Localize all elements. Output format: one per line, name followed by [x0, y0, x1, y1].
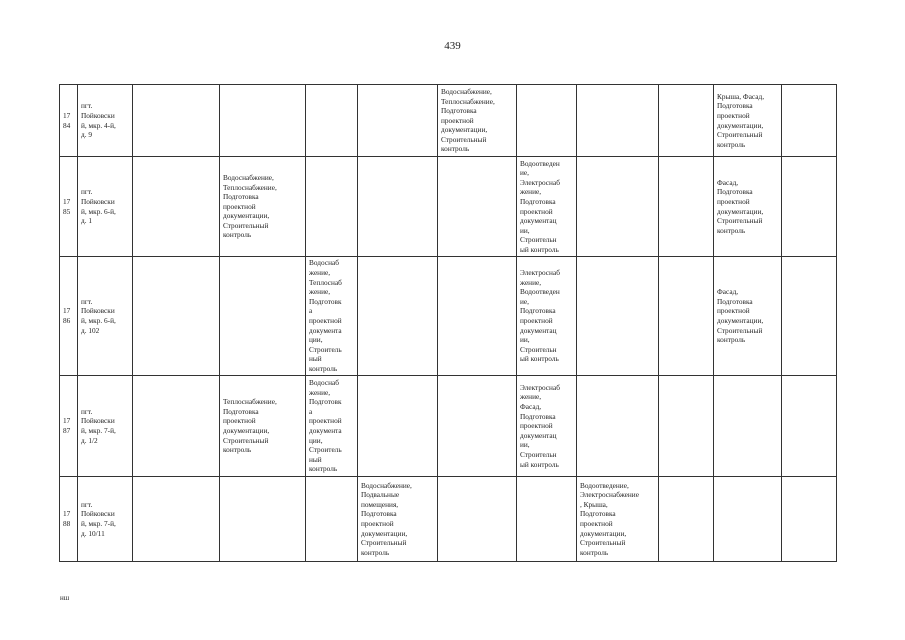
- table-row: [60, 157, 837, 257]
- row-number-cell: 17 87: [60, 376, 78, 477]
- work-cell: [659, 157, 714, 257]
- work-cell: [220, 85, 306, 157]
- work-cell: [577, 376, 659, 477]
- work-cell: [714, 376, 782, 477]
- work-cell: [438, 376, 517, 477]
- work-cell: [133, 257, 220, 376]
- work-cell: Электроснаб жение, Фасад, Подготовка проектной документац ии, Строительн ый контроль: [517, 376, 577, 477]
- work-cell: [220, 477, 306, 562]
- work-cell: Водоснаб жение, Подготовк а проектной документа ции, Строитель ный контроль: [306, 376, 358, 477]
- work-cell: [133, 85, 220, 157]
- work-cell: [306, 85, 358, 157]
- table-row: [60, 257, 837, 376]
- work-cell: [782, 85, 837, 157]
- work-cell: [306, 157, 358, 257]
- address-cell: пгт. Пойковски й, мкр. 4-й, д. 9: [78, 85, 133, 157]
- work-cell: Теплоснабжение, Подготовка проектной документации, Строительный контроль: [220, 376, 306, 477]
- work-cell: Водоотведен ие, Электроснаб жение, Подготовка проектной документац ии, Строительн ый контроль: [517, 157, 577, 257]
- work-cell: Крыша, Фасад, Подготовка проектной документации, Строительный контроль: [714, 85, 782, 157]
- work-cell: Водоснабжение, Теплоснабжение, Подготовка проектной документации, Строительный контроль: [438, 85, 517, 157]
- work-cell: Водоотведение, Электроснабжение , Крыша, Подготовка проектной документации, Строительный контроль: [577, 477, 659, 562]
- row-number-cell: 17 85: [60, 157, 78, 257]
- work-cell: [133, 157, 220, 257]
- work-cell: [438, 157, 517, 257]
- work-cell: [358, 85, 438, 157]
- work-cell: [133, 477, 220, 562]
- work-cell: [577, 257, 659, 376]
- address-cell: пгт. Пойковски й, мкр. 7-й, д. 10/11: [78, 477, 133, 562]
- work-cell: Водоснабжение, Теплоснабжение, Подготовка проектной документации, Строительный контроль: [220, 157, 306, 257]
- work-cell: [577, 85, 659, 157]
- work-cell: [659, 376, 714, 477]
- work-cell: [517, 85, 577, 157]
- row-number-cell: 17 88: [60, 477, 78, 562]
- work-cell: [358, 257, 438, 376]
- work-cell: Фасад, Подготовка проектной документации, Строительный контроль: [714, 257, 782, 376]
- address-cell: пгт. Пойковски й, мкр. 7-й, д. 1/2: [78, 376, 133, 477]
- work-cell: [782, 376, 837, 477]
- work-cell: [782, 257, 837, 376]
- page-number: 439: [444, 40, 461, 52]
- work-cell: [517, 477, 577, 562]
- work-cell: [133, 376, 220, 477]
- row-number-cell: 17 86: [60, 257, 78, 376]
- work-cell: [358, 157, 438, 257]
- row-number-cell: 17 84: [60, 85, 78, 157]
- work-cell: [438, 257, 517, 376]
- work-cell: [659, 257, 714, 376]
- work-cell: [358, 376, 438, 477]
- repair-schedule-table: [59, 84, 837, 562]
- work-cell: [577, 157, 659, 257]
- footer-mark: нш: [60, 594, 70, 602]
- work-cell: [714, 477, 782, 562]
- work-cell: Электроснаб жение, Водоотведен ие, Подготовка проектной документац ии, Строительн ый контроль: [517, 257, 577, 376]
- address-cell: пгт. Пойковски й, мкр. 6-й, д. 102: [78, 257, 133, 376]
- work-cell: [782, 477, 837, 562]
- work-cell: [659, 477, 714, 562]
- work-cell: [659, 85, 714, 157]
- work-cell: [220, 257, 306, 376]
- table-row: [60, 85, 837, 157]
- work-cell: [782, 157, 837, 257]
- table-row: [60, 477, 837, 562]
- work-cell: Фасад, Подготовка проектной документации, Строительный контроль: [714, 157, 782, 257]
- table-row: [60, 376, 837, 477]
- work-cell: [306, 477, 358, 562]
- work-cell: Водоснаб жение, Теплоснаб жение, Подготовк а проектной документа ции, Строитель ный контроль: [306, 257, 358, 376]
- work-cell: [438, 477, 517, 562]
- work-cell: Водоснабжение, Подвальные помещения, Подготовка проектной документации, Строительный контроль: [358, 477, 438, 562]
- address-cell: пгт. Пойковски й, мкр. 6-й, д. 1: [78, 157, 133, 257]
